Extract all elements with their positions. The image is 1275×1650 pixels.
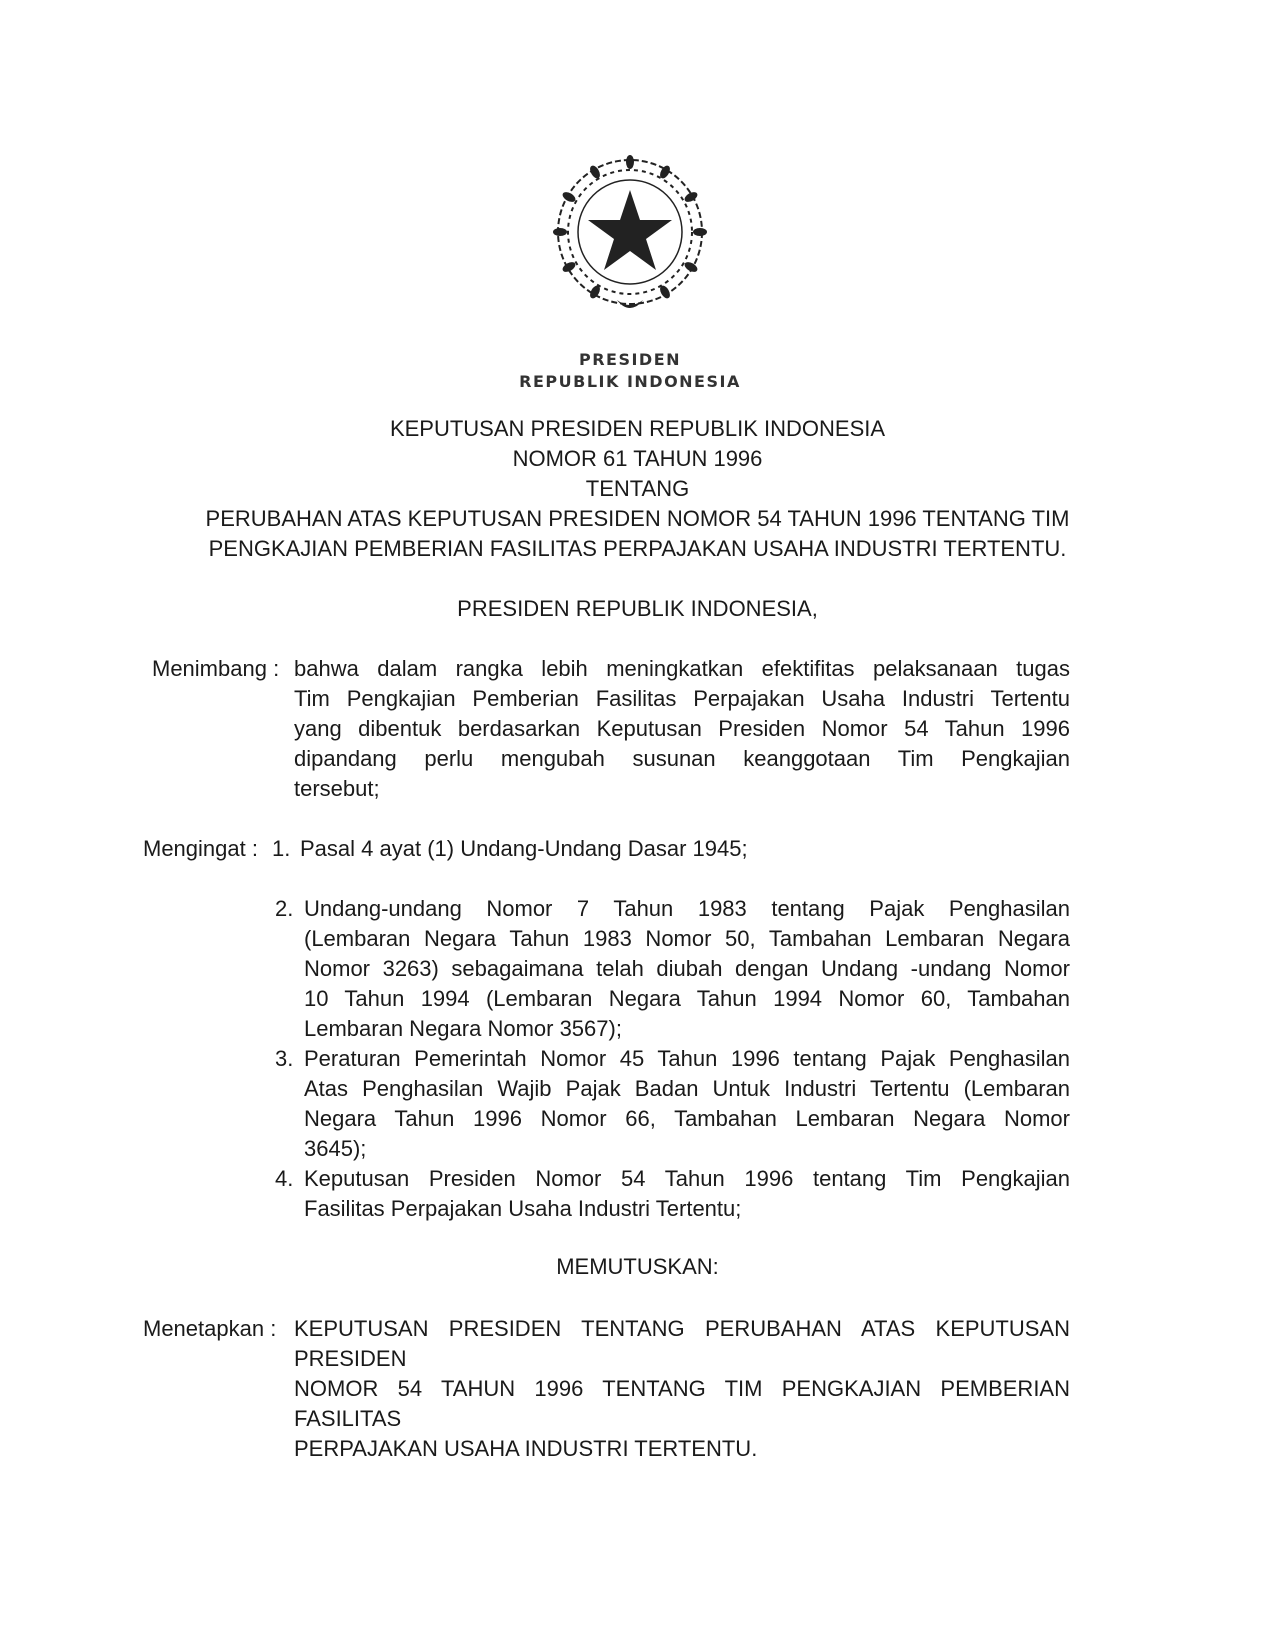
title-line-1: KEPUTUSAN PRESIDEN REPUBLIK INDONESIA	[389, 416, 886, 441]
mengingat-line: (Lembaran Negara Tahun 1983 Nomor 50, Tambahan Lembaran Negara	[304, 926, 1070, 951]
menimbang-label: Menimbang :	[152, 656, 280, 681]
menimbang-line: yang dibentuk berdasarkan Keputusan Presiden Nomor 54 Tahun 1996	[294, 716, 1070, 741]
mengingat-line: 10 Tahun 1994 (Lembaran Negara Tahun 1994 Nomor 60, Tambahan	[304, 986, 1070, 1011]
title-line-3: TENTANG	[585, 476, 690, 501]
menimbang-line: dipandang perlu mengubah susunan keanggotaan Tim Pengkajian	[294, 746, 1070, 771]
preamble: PRESIDEN REPUBLIK INDONESIA,	[457, 596, 818, 621]
mengingat-line: Lembaran Negara Nomor 3567);	[304, 1016, 622, 1041]
title-line-4: PERUBAHAN ATAS KEPUTUSAN PRESIDEN NOMOR 54 TAHUN 1996 TENTANG TIM	[205, 506, 1070, 531]
star-wreath-icon	[545, 150, 715, 320]
mengingat-line: 3645);	[304, 1136, 367, 1161]
menimbang-line: tersebut;	[294, 776, 380, 801]
mengingat-line: Peraturan Pemerintah Nomor 45 Tahun 1996 tentang Pajak Penghasilan	[304, 1046, 1070, 1071]
mengingat-line: Negara Tahun 1996 Nomor 66, Tambahan Lembaran Negara Nomor	[304, 1106, 1070, 1131]
mengingat-item-number: 4.	[275, 1166, 294, 1191]
menetapkan-line: PERPAJAKAN USAHA INDUSTRI TERTENTU.	[294, 1436, 758, 1461]
menetapkan-label: Menetapkan :	[143, 1316, 277, 1341]
title-line-5: PENGKAJIAN PEMBERIAN FASILITAS PERPAJAKAN USAHA INDUSTRI TERTENTU.	[208, 536, 1067, 561]
mengingat-item-number: 1.	[272, 836, 291, 861]
menimbang-line: Tim Pengkajian Pemberian Fasilitas Perpajakan Usaha Industri Tertentu	[294, 686, 1070, 711]
menimbang-text	[294, 654, 1070, 804]
seal-caption-presiden: PRESIDEN	[578, 350, 682, 369]
seal-caption-republik: REPUBLIK INDONESIA	[519, 372, 741, 391]
mengingat-item-number: 3.	[275, 1046, 294, 1071]
mengingat-line: Atas Penghasilan Wajib Pajak Badan Untuk Industri Tertentu (Lembaran	[304, 1076, 1070, 1101]
mengingat-line: Nomor 3263) sebagaimana telah diubah dengan Undang -undang Nomor	[304, 956, 1070, 981]
menetapkan-text	[294, 1314, 1070, 1464]
title-line-2: NOMOR 61 TAHUN 1996	[512, 446, 763, 471]
mengingat-line: Fasilitas Perpajakan Usaha Industri Tertentu;	[304, 1196, 742, 1221]
mengingat-item-2	[304, 894, 1070, 1044]
mengingat-line: Undang-undang Nomor 7 Tahun 1983 tentang Pajak Penghasilan	[304, 896, 1070, 921]
mengingat-item-4	[304, 1164, 1070, 1224]
mengingat-item-3	[304, 1044, 1070, 1164]
memutuskan-heading: MEMUTUSKAN:	[556, 1254, 719, 1279]
mengingat-item-number: 2.	[275, 896, 294, 921]
menetapkan-line: NOMOR 54 TAHUN 1996 TENTANG TIM PENGKAJIAN PEMBERIAN FASILITAS	[294, 1376, 1070, 1431]
menimbang-line: bahwa dalam rangka lebih meningkatkan efektifitas pelaksanaan tugas	[294, 656, 1070, 681]
mengingat-item-1	[300, 834, 1070, 864]
mengingat-label: Mengingat :	[143, 836, 258, 861]
presidential-seal-emblem	[545, 150, 715, 320]
menetapkan-line: KEPUTUSAN PRESIDEN TENTANG PERUBAHAN ATAS KEPUTUSAN PRESIDEN	[294, 1316, 1070, 1371]
mengingat-line: Pasal 4 ayat (1) Undang-Undang Dasar 1945;	[300, 836, 748, 861]
mengingat-line: Keputusan Presiden Nomor 54 Tahun 1996 tentang Tim Pengkajian	[304, 1166, 1070, 1191]
